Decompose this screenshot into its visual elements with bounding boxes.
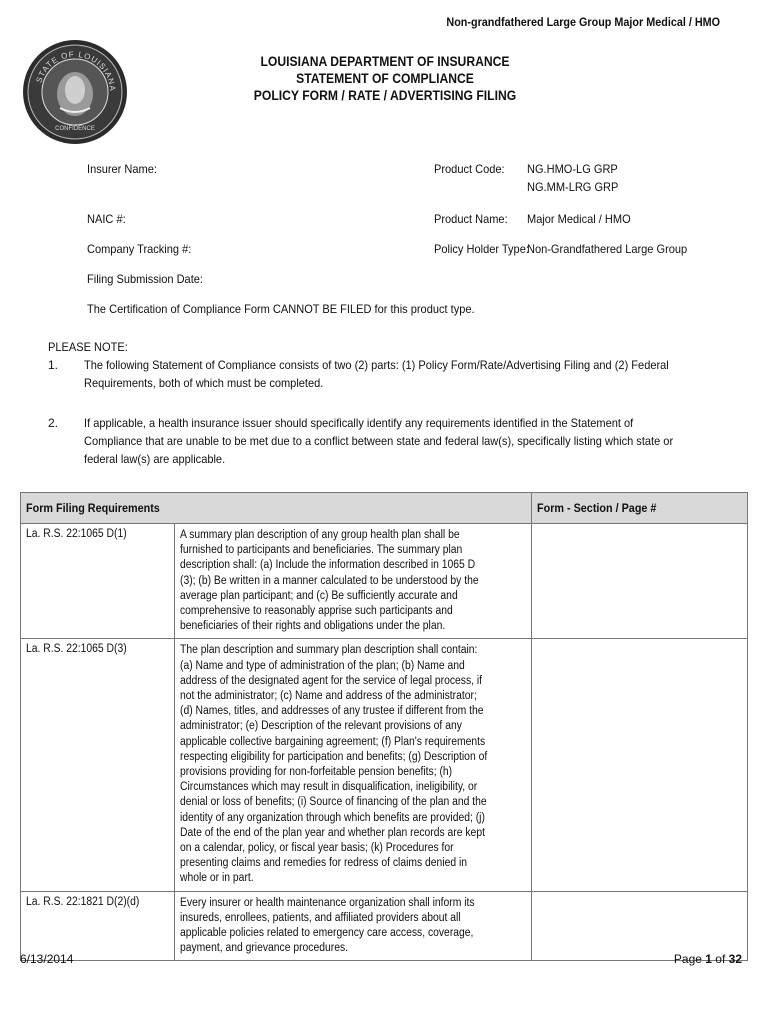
- page-of: of: [711, 952, 729, 966]
- title-line-2: STATEMENT OF COMPLIANCE: [296, 71, 474, 86]
- page-prefix: Page: [673, 952, 706, 966]
- header-form-filing-requirements: Form Filing Requirements: [21, 493, 532, 524]
- policy-holder-type-label: Policy Holder Type:: [434, 242, 529, 256]
- note-item-2: [48, 414, 748, 466]
- requirement-description: The plan description and summary plan description shall contain: (a) Name and type of administration of the plan; (b) Name and address of the designated agent for the service of legal process, if not the administrator; (c) Name and address of the administrator; (d) Names, titles, and addresses of any trustee if different from the administrator; (e) Description of the relevant provisions of any applicable collective bargaining agreement; (f) Plan's requirements respecting eligibility for participation and benefits; (g) Description of provisions providing for non-forfeitable pension benefits; (h) Circumstances which may result in disqualification, ineligibility, or denial or loss of benefits; (i) Source of financing of the plan and the identity of any organization through which benefits are provided; (j) Date of the end of the plan year and whether plan records are kept on a calendar, policy, or fiscal year basis; (k) Procedures for presenting claims and remedies for redress of claims denied in whole or in part.: [174, 639, 531, 891]
- insurer-name-label: Insurer Name:: [87, 162, 157, 176]
- louisiana-seal-logo: [22, 20, 128, 164]
- statute-reference: La. R.S. 22:1065 D(3): [21, 639, 175, 891]
- requirement-description: Every insurer or health maintenance organization shall inform its insureds, enrollees, patients, and affiliated providers about all applicable policies related to emergency care access, coverage, payment, and grievance procedures.: [174, 891, 531, 961]
- statute-reference: La. R.S. 22:1821 D(2)(d): [21, 891, 175, 961]
- title-line-3: POLICY FORM / RATE / ADVERTISING FILING: [253, 88, 517, 103]
- table-row: [21, 639, 748, 891]
- document-title: [201, 53, 570, 104]
- requirement-description: A summary plan description of any group health plan shall be furnished to participants and beneficiaries. The summary plan description shall: (a) Include the information described in 1065 D (3); (b) Be written in a manner calculated to be understood by the average plan participant; and (c) Be sufficiently accurate and comprehensive to reasonably apprise such participants and beneficiaries of their rights and obligations under the plan.: [174, 524, 531, 639]
- note-number: 2.: [48, 416, 59, 430]
- form-section-page-input[interactable]: [532, 639, 748, 891]
- form-section-page-input[interactable]: [532, 524, 748, 639]
- title-line-1: LOUISIANA DEPARTMENT OF INSURANCE: [260, 54, 510, 69]
- company-tracking-label: Company Tracking #:: [87, 242, 192, 256]
- table-row: [21, 891, 748, 961]
- note-text: The following Statement of Compliance consists of two (2) parts: (1) Policy Form/Rate/Advertising Filing and (2) Federal Requirements, both of which must be completed.: [84, 358, 669, 390]
- product-code-label: Product Code:: [434, 162, 505, 176]
- header-form-section-page: Form - Section / Page #: [532, 493, 748, 524]
- note-item-1: [48, 356, 748, 396]
- filing-submission-date-label: Filing Submission Date:: [87, 272, 203, 286]
- note-number: 1.: [48, 358, 59, 372]
- product-name-value: Major Medical / HMO: [527, 212, 631, 226]
- page-total: 32: [728, 952, 742, 966]
- document-category-label: Non-grandfathered Large Group Major Medical / HMO: [446, 15, 720, 29]
- product-code-value-2: NG.MM-LRG GRP: [527, 180, 619, 194]
- table-row: [21, 524, 748, 639]
- svg-text:STATE OF LOUISIANA: STATE OF LOUISIANA: [34, 49, 118, 93]
- naic-label: NAIC #:: [87, 212, 126, 226]
- footer-page-number: [674, 952, 742, 966]
- svg-text:CONFIDENCE: CONFIDENCE: [55, 126, 95, 132]
- form-filing-requirements-table: [20, 492, 748, 961]
- certification-note: The Certification of Compliance Form CANNOT BE FILED for this product type.: [87, 302, 475, 316]
- policy-holder-type-value: Non-Grandfathered Large Group: [527, 242, 688, 256]
- note-text: If applicable, a health insurance issuer should specifically identify any requirements identified in the Statement of Compliance that are unable to be met due to a conflict between state and federal law(s), specifically listing which state or federal law(s) are applicable.: [84, 416, 674, 466]
- please-note-heading: PLEASE NOTE:: [48, 340, 128, 354]
- page-current: 1: [705, 952, 712, 966]
- product-name-label: Product Name:: [434, 212, 508, 226]
- footer-date: 6/13/2014: [20, 952, 74, 966]
- form-section-page-input[interactable]: [532, 891, 748, 961]
- product-code-value-1: NG.HMO-LG GRP: [527, 162, 618, 176]
- table-header-row: [21, 493, 748, 524]
- statute-reference: La. R.S. 22:1065 D(1): [21, 524, 175, 639]
